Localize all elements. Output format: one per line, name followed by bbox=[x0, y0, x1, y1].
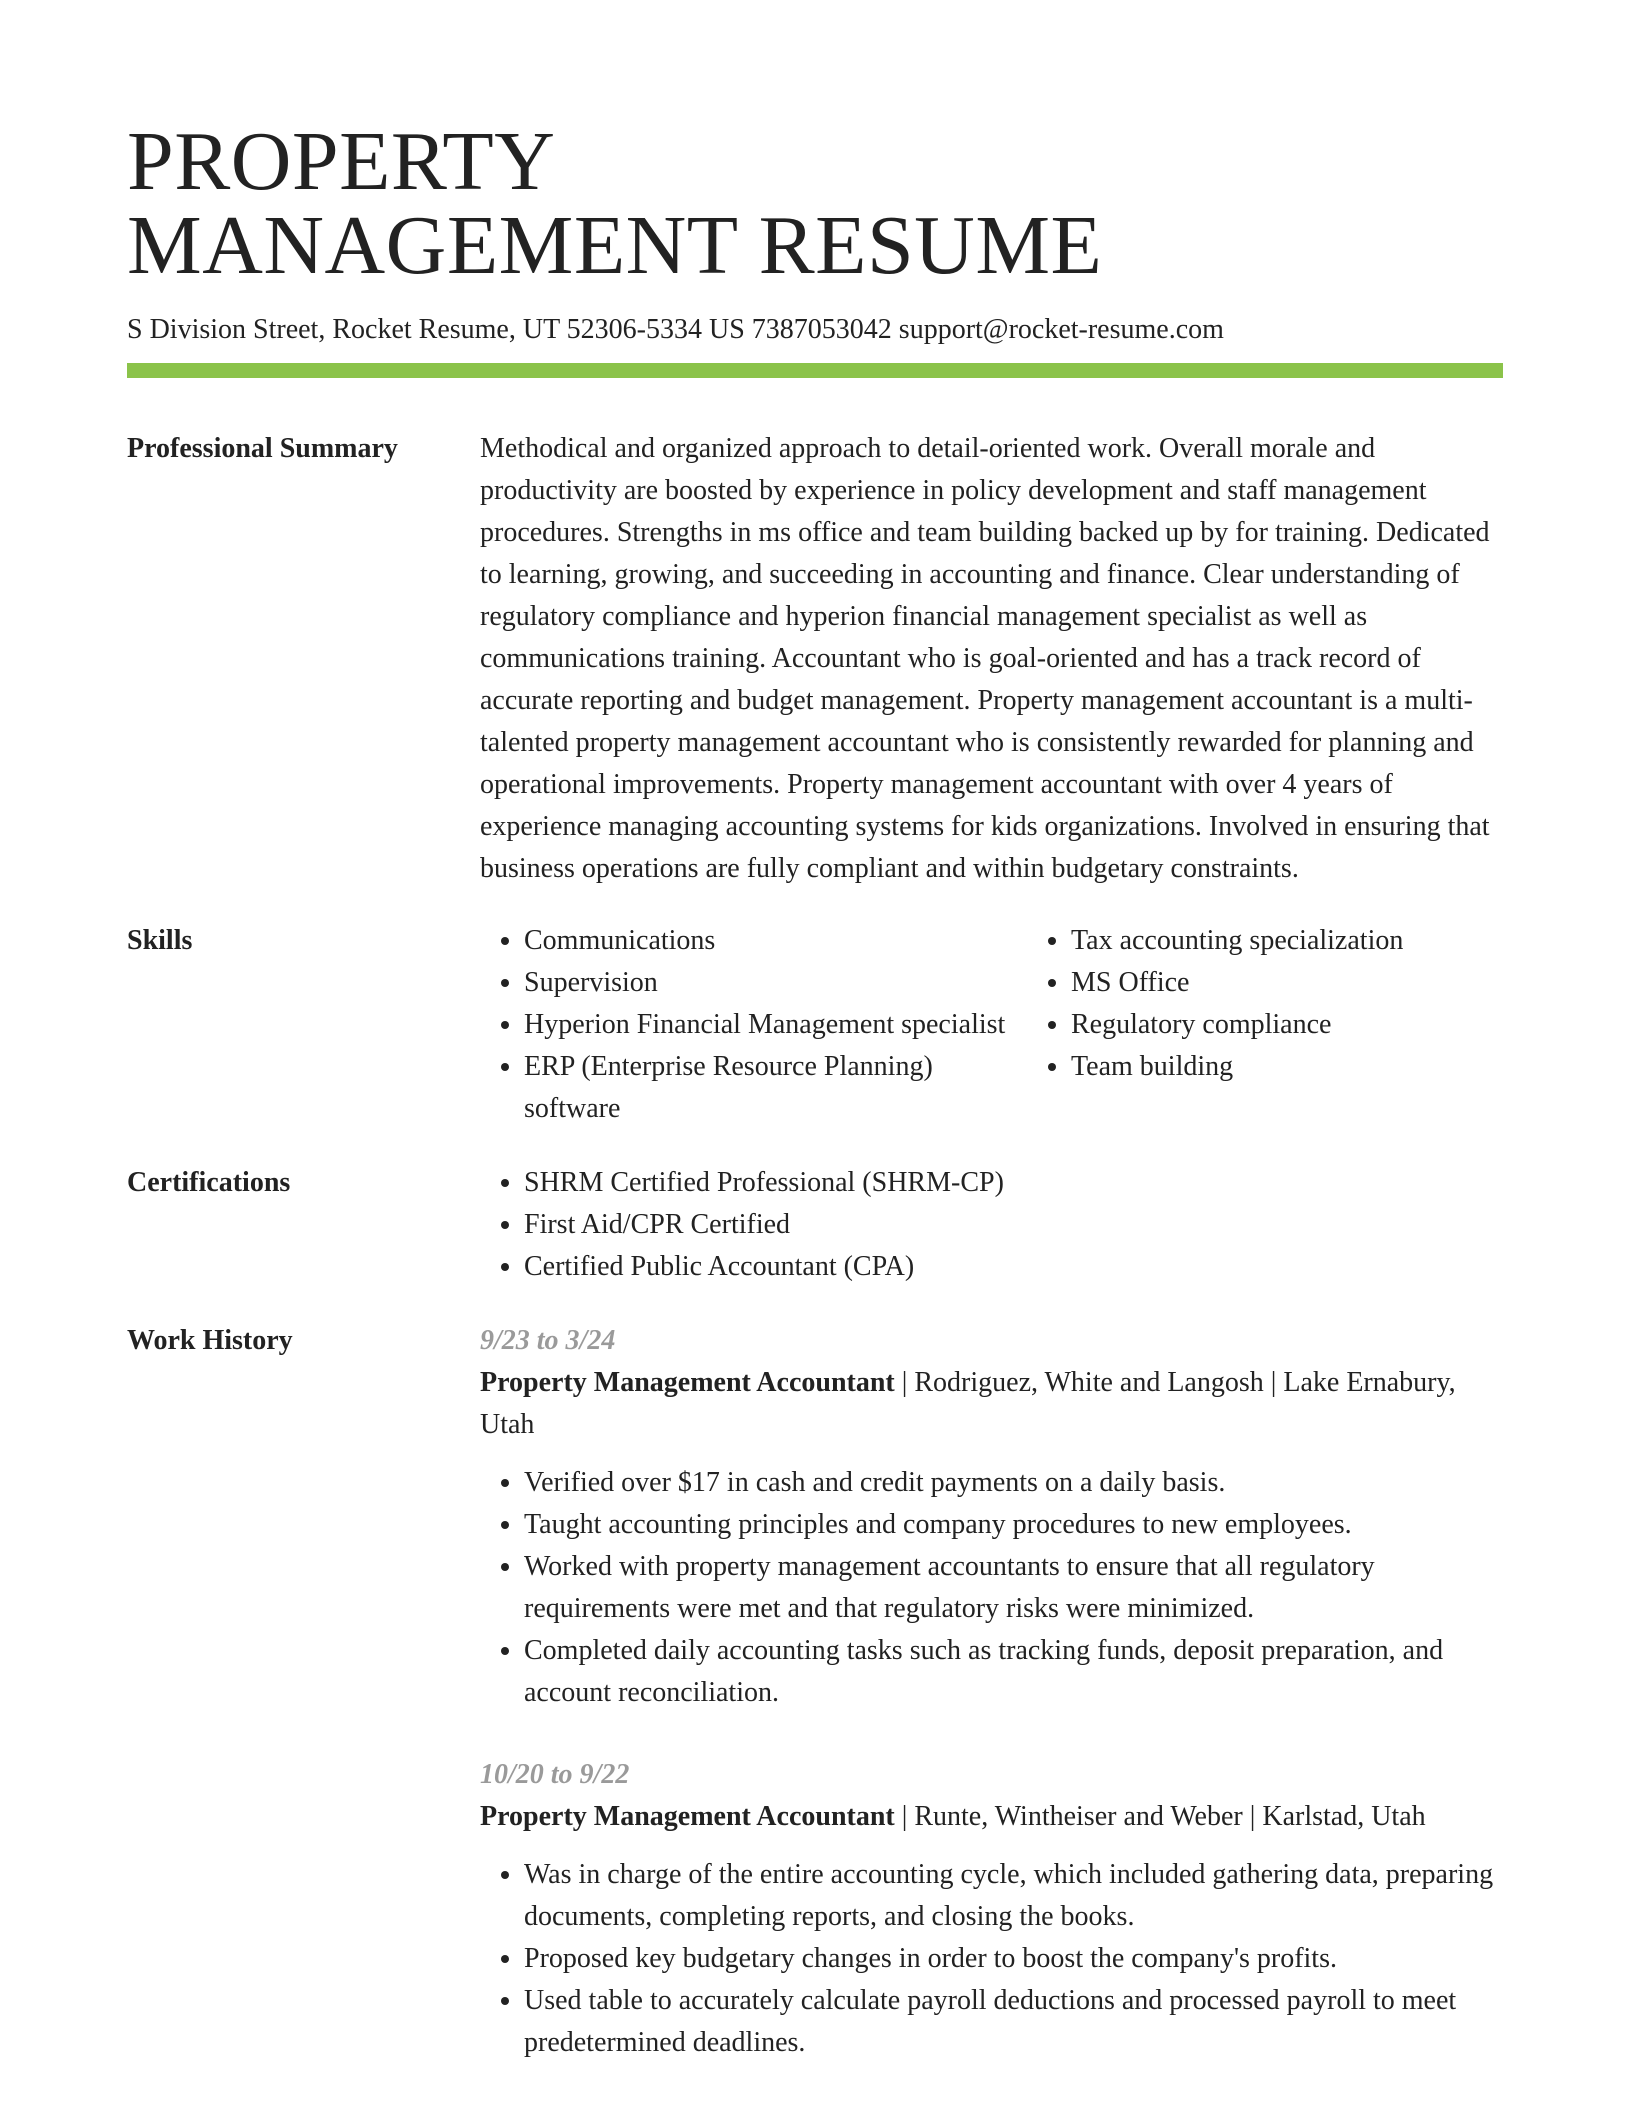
skills-list-left bbox=[480, 920, 1027, 1130]
title-line-2: MANAGEMENT RESUME bbox=[127, 199, 1103, 292]
section-label-work-history: Work History bbox=[127, 1325, 293, 1356]
job-dates: 9/23 to 3/24 bbox=[480, 1325, 616, 1356]
job-bullet: • Taught accounting principles and company procedures to new employees. bbox=[524, 1504, 1503, 1546]
job-heading bbox=[480, 1796, 1503, 1838]
job-bullet: • Used table to accurately calculate payroll deductions and processed payroll to meet predetermined deadlines. bbox=[524, 1980, 1503, 2064]
header-divider bbox=[127, 363, 1503, 378]
job-entry bbox=[480, 1320, 1503, 1714]
job-bullet: • Completed daily accounting tasks such as tracking funds, deposit preparation, and account reconciliation. bbox=[524, 1630, 1503, 1714]
title-line-1: PROPERTY bbox=[127, 115, 556, 208]
section-label-certifications: Certifications bbox=[127, 1167, 291, 1198]
skills-columns bbox=[480, 920, 1574, 1130]
skills-list-right bbox=[1027, 920, 1574, 1130]
contact-info: S Division Street, Rocket Resume, UT 52306-5334 US 7387053042 support@rocket-resume.com bbox=[127, 314, 1224, 345]
certifications-list bbox=[480, 1162, 1503, 1288]
skill-item: • Communications bbox=[524, 920, 1027, 962]
section-label-summary: Professional Summary bbox=[127, 433, 398, 464]
job-details: | Runte, Wintheiser and Weber | Karlstad, Utah bbox=[894, 1801, 1426, 1832]
resume-page bbox=[127, 115, 1503, 2064]
certification-item: • First Aid/CPR Certified bbox=[524, 1204, 1503, 1246]
skill-item: • Hyperion Financial Management specialist bbox=[524, 1004, 1027, 1046]
skills-section bbox=[127, 920, 1503, 1130]
job-bullet: • Worked with property management accountants to ensure that all regulatory requirements were met and that regulatory risks were minimized. bbox=[524, 1546, 1503, 1630]
skill-item: • Supervision bbox=[524, 962, 1027, 1004]
work-history-section bbox=[127, 1320, 1503, 2064]
skill-item: • Regulatory compliance bbox=[1071, 1004, 1574, 1046]
skill-item: • Tax accounting specialization bbox=[1071, 920, 1574, 962]
job-bullet: • Proposed key budgetary changes in order to boost the company's profits. bbox=[524, 1938, 1503, 1980]
job-bullet: • Verified over $17 in cash and credit payments on a daily basis. bbox=[524, 1462, 1503, 1504]
job-title: Property Management Accountant bbox=[480, 1801, 895, 1832]
certification-item: • Certified Public Accountant (CPA) bbox=[524, 1246, 1503, 1288]
job-bullet: • Was in charge of the entire accounting cycle, which included gathering data, preparing documents, completing reports, and closing the books. bbox=[524, 1854, 1503, 1938]
skill-item: • ERP (Enterprise Resource Planning) software bbox=[524, 1046, 1027, 1130]
job-bullets bbox=[480, 1854, 1503, 2064]
professional-summary-section bbox=[127, 428, 1503, 890]
summary-text: Methodical and organized approach to detail-oriented work. Overall morale and productivity are boosted by experience in policy development and staff management procedures. Strengths in ms office and team building backed up by for training. Dedicated to learning, growing, and succeeding in accounting and finance. Clear understanding of regulatory compliance and hyperion financial management specialist as well as communications training. Accountant who is goal-oriented and has a track record of accurate reporting and budget management. Property management accountant is a multi-talented property management accountant who is consistently rewarded for planning and operational improvements. Property management accountant with over 4 years of experience managing accounting systems for kids organizations. Involved in ensuring that business operations are fully compliant and within budgetary constraints. bbox=[480, 433, 1490, 884]
job-heading bbox=[480, 1362, 1503, 1446]
work-history-body bbox=[480, 1320, 1503, 2064]
skill-item: • Team building bbox=[1071, 1046, 1574, 1088]
certification-item: • SHRM Certified Professional (SHRM-CP) bbox=[524, 1162, 1503, 1204]
certifications-body bbox=[480, 1162, 1503, 1288]
resume-title bbox=[127, 115, 1503, 292]
job-bullets bbox=[480, 1462, 1503, 1714]
skill-item: • MS Office bbox=[1071, 962, 1574, 1004]
job-title: Property Management Accountant bbox=[480, 1367, 895, 1398]
job-entry bbox=[480, 1754, 1503, 2064]
job-details: | Rodriguez, White and Langosh | Lake Ernabury, Utah bbox=[480, 1367, 1456, 1440]
certifications-section bbox=[127, 1162, 1503, 1288]
section-label-skills: Skills bbox=[127, 925, 193, 956]
job-dates: 10/20 to 9/22 bbox=[480, 1759, 630, 1790]
